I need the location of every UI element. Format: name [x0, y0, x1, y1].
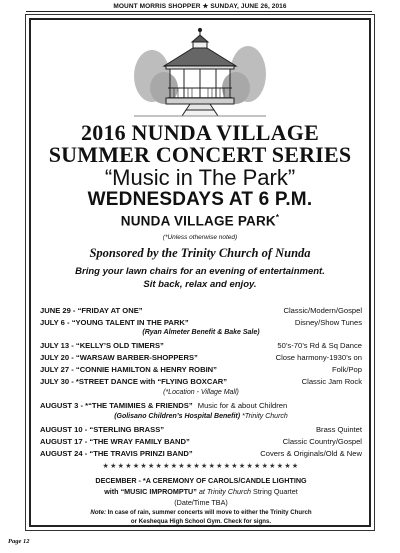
schedule-row: [40, 401, 362, 410]
concert-date: AUGUST 17 -: [40, 437, 88, 446]
concert-name: “YOUNG TALENT IN THE PARK”: [71, 318, 189, 327]
concert-date: JULY 20 -: [40, 353, 74, 362]
concert-date: JULY 30 -: [40, 377, 74, 386]
subtitle: “Music in The Park”: [104, 165, 296, 190]
schedule-row: [40, 318, 362, 327]
december-ensemble: String Quartet: [253, 487, 298, 496]
concert-genre: Music for & about Children: [197, 401, 288, 410]
concert-genre: Folk/Pop: [332, 365, 362, 374]
bring-line-1: Bring your lawn chairs for an evening of entertainment.: [75, 266, 325, 277]
schedule-row: [40, 377, 362, 386]
venue-note: (*Unless otherwise noted): [162, 234, 238, 241]
concert-name: “THE WRAY FAMILY BAND”: [89, 437, 190, 446]
rain-note-label: Note:: [90, 509, 106, 516]
concert-date: JULY 27 -: [40, 365, 74, 374]
concert-name: *“THE TAMIMIES & FRIENDS”: [85, 401, 193, 410]
title-line-2: SUMMER CONCERT SERIES: [48, 142, 352, 167]
concert-date: AUGUST 3 -: [40, 401, 84, 410]
concert-genre: Classic Jam Rock: [301, 377, 362, 386]
schedule-row: [40, 365, 362, 374]
venue-name: NUNDA VILLAGE PARK: [120, 213, 276, 229]
concert-note: (*Location - Village Mall): [163, 389, 239, 396]
concert-genre: Close harmony-1930’s on: [275, 353, 362, 362]
schedule-row: [40, 306, 362, 315]
december-line-1: [36, 476, 366, 485]
schedule-row: [40, 449, 362, 458]
schedule-row: [40, 341, 362, 350]
star-divider: ★★★★★★★★★★★★★★★★★★★★★★★★★★: [102, 463, 300, 470]
concert-name: “STERLING BRASS”: [89, 425, 165, 434]
concert-name: “FRIDAY AT ONE”: [77, 306, 143, 315]
concert-date: JULY 6 -: [40, 318, 70, 327]
location-note: *Trinity Church: [242, 413, 288, 420]
concert-genre: Classic Country/Gospel: [282, 437, 362, 446]
december-at: at: [198, 487, 205, 496]
rain-note-text: In case of rain, summer concerts will move to either the Trinity Church: [107, 509, 312, 516]
page-number: Page 12: [8, 538, 30, 545]
rain-note-line-2: or Keshequa High School Gym. Check for signs.: [130, 518, 272, 525]
schedule-time: WEDNESDAYS AT 6 P.M.: [87, 189, 313, 210]
concert-genre: Brass Quintet: [315, 425, 362, 434]
schedule-row: [40, 425, 362, 434]
december-performer: with “MUSIC IMPROMPTU”: [104, 487, 197, 496]
title-line-1: 2016 NUNDA VILLAGE: [81, 120, 319, 145]
december-title: DECEMBER - *A CEREMONY OF CAROLS/CANDLE LIGHTING: [95, 476, 307, 485]
gazebo-illustration: [134, 26, 266, 120]
bring-line-2: Sit back, relax and enjoy.: [143, 279, 257, 290]
benefit-note: (Golisano Children’s Hospital Benefit): [114, 413, 241, 420]
december-venue: Trinity Church: [206, 487, 252, 496]
concert-note: [40, 413, 362, 420]
concert-genre: 50’s-70’s Rd & Sq Dance: [277, 341, 362, 350]
schedule-row: [40, 353, 362, 362]
schedule-row: [40, 437, 362, 446]
concert-date: JULY 13 -: [40, 341, 74, 350]
sponsor-line: Sponsored by the Trinity Church of Nunda: [89, 246, 311, 260]
concert-date: AUGUST 10 -: [40, 425, 88, 434]
concert-genre: Covers & Originals/Old & New: [260, 449, 362, 458]
december-line-2: [36, 487, 366, 496]
concert-date: JUNE 29 -: [40, 306, 76, 315]
concert-name: “KELLY’S OLD TIMERS”: [75, 341, 164, 350]
concert-name: “WARSAW BARBER-SHOPPERS”: [75, 353, 198, 362]
rain-note-line-1: [36, 509, 366, 516]
concert-name: *STREET DANCE with “FLYING BOXCAR”: [75, 377, 228, 386]
concert-genre: Classic/Modern/Gospel: [283, 306, 362, 315]
venue-mark: *: [275, 213, 280, 222]
masthead-rule: [26, 11, 372, 12]
concert-genre: Disney/Show Tunes: [294, 318, 362, 327]
december-line-3: (Date/Time TBA): [174, 498, 228, 507]
concert-name: “CONNIE HAMILTON & HENRY ROBIN”: [75, 365, 217, 374]
concert-name: “THE TRAVIS PRINZI BAND”: [89, 449, 193, 458]
concert-date: AUGUST 24 -: [40, 449, 88, 458]
masthead: MOUNT MORRIS SHOPPER ★ SUNDAY, JUNE 26, 2016: [113, 3, 287, 10]
venue: [30, 213, 370, 229]
concert-note: (Ryan Almeter Benefit & Bake Sale): [142, 329, 260, 336]
